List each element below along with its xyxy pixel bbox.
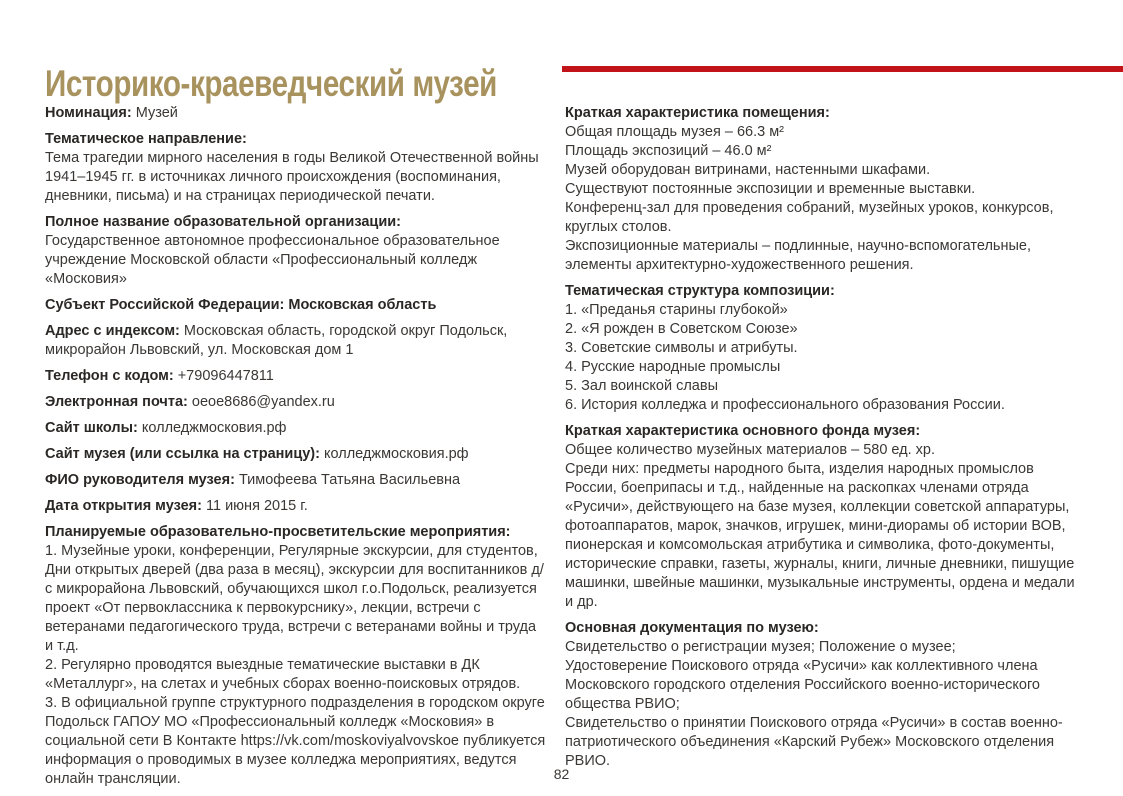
section-heading: Краткая характеристика основного фонда музея: xyxy=(565,423,921,439)
page-title: Историко-краеведческий музей xyxy=(45,62,497,104)
section-paragraph: Свидетельство о принятии Поискового отряда «Русичи» в состав военно-патриотического объединения «Карский Рубеж» Московского отделения РВИО. xyxy=(565,715,1063,769)
list-item: 1. «Преданья старины глубокой» xyxy=(565,302,788,318)
field-value: +79096447811 xyxy=(177,368,274,384)
page-number: 82 xyxy=(553,766,570,782)
header-rule xyxy=(562,66,1123,72)
section-paragraph: Тема трагедии мирного населения в годы Великой Отечественной войны 1941–1945 гг. в источниках личного происхождения (воспоминания, дневники, письма) и на страницах периодической печати. xyxy=(45,150,539,204)
list-item: 5. Зал воинской славы xyxy=(565,378,718,394)
field-value: колледжмосковия.рф xyxy=(141,420,287,436)
field-value: Московская область, городской округ Подольск, микрорайон Львовский, ул. Московская дом 1 xyxy=(45,323,508,358)
section-thematic-direction xyxy=(45,130,548,206)
section-paragraph: Музей оборудован витринами, настенными шкафами. xyxy=(565,162,931,178)
section-paragraph: Общая площадь музея – 66.3 м² xyxy=(565,124,784,140)
section-heading: Краткая характеристика помещения: xyxy=(565,105,830,121)
section-paragraph: Среди них: предметы народного быта, изделия народных промыслов России, боеприпасы и т.д., найденные на раскопках членами отряда «Русичи», действующего на базе музея, коллекции советской аппаратуры, фотоаппаратов, марок, значков, игрушек, мини-диорамы об истории ВОВ, пионерская и комсомольская атрибутика и символика, фото-документы, исторические справки, газеты, журналы, книги, личные дневники, пишущие машинки, швейные машинки, музыкальные инструменты, ордена и медали и др. xyxy=(565,461,1075,610)
field-label: Сайт школы: xyxy=(45,420,138,436)
field-label: Дата открытия музея: xyxy=(45,498,202,514)
section-paragraph: Государственное автономное профессиональное образовательное учреждение Московской области «Профессиональный колледж «Московия» xyxy=(45,233,500,287)
section-planned-events xyxy=(45,523,548,789)
field-phone xyxy=(45,367,548,386)
field-value: oeoe8686@yandex.ru xyxy=(191,394,335,410)
field-label: Номинация: xyxy=(45,105,132,121)
section-paragraph: Свидетельство о регистрации музея; Положение о музее; xyxy=(565,639,956,655)
section-paragraph: Конференц-зал для проведения собраний, музейных уроков, конкурсов, круглых столов. xyxy=(565,200,1054,235)
list-item: 2. «Я рожден в Советском Союзе» xyxy=(565,321,798,337)
section-heading: Основная документация по музею: xyxy=(565,620,819,636)
field-value: колледжмосковия.рф xyxy=(323,446,469,462)
section-paragraph: Экспозиционные материалы – подлинные, научно-вспомогательные, элементы архитектурно-художественного решения. xyxy=(565,238,1032,273)
field-region xyxy=(45,296,548,315)
field-value: Тимофеева Татьяна Васильевна xyxy=(238,472,461,488)
section-composition-structure xyxy=(565,282,1085,415)
field-school-site xyxy=(45,419,548,438)
section-paragraph: Удостоверение Поискового отряда «Русичи» как коллективного члена Московского городского отделения Российского военно-исторического общества РВИО; xyxy=(565,658,1040,712)
field-label: Электронная почта: xyxy=(45,394,188,410)
field-value: Московская область xyxy=(288,297,437,313)
section-heading: Полное название образовательной организации: xyxy=(45,214,401,230)
field-label: Телефон с кодом: xyxy=(45,368,174,384)
field-director xyxy=(45,471,548,490)
field-label: ФИО руководителя музея: xyxy=(45,472,235,488)
list-item: 3. Советские символы и атрибуты. xyxy=(565,340,798,356)
field-opening-date xyxy=(45,497,548,516)
section-paragraph: 1. Музейные уроки, конференции, Регулярные экскурсии, для студентов, Дни открытых дверей (два раза в месяц), экскурсии для воспитанников д/с микрорайона Львовский, обучающихся школ г.о.Подольск, реализуется проект «От первоклассника к первокурснику», лекции, встречи с ветеранами педагогического труда, встречи с ветеранами войны и труда и т.д. xyxy=(45,543,544,654)
field-label: Субъект Российской Федерации: xyxy=(45,297,285,313)
list-item: 4. Русские народные промыслы xyxy=(565,359,781,375)
section-documentation xyxy=(565,619,1085,771)
section-heading: Планируемые образовательно-просветительские мероприятия: xyxy=(45,524,511,540)
section-paragraph: Площадь экспозиций – 46.0 м² xyxy=(565,143,772,159)
section-paragraph: 2. Регулярно проводятся выездные тематические выставки в ДК «Металлург», на слетах и учебных сборах военно-поисковых отрядов. xyxy=(45,657,521,692)
field-nomination xyxy=(45,104,548,123)
section-paragraph: 3. В официальной группе структурного подразделения в городском округе Подольск ГАПОУ МО «Профессиональный колледж «Московия» в социальной сети В Контакте https://vk.com/moskoviyalvovskoe публикуется информация о проводимых в музее колледжа мероприятиях, ведутся онлайн трансляции. xyxy=(45,695,546,787)
field-address xyxy=(45,322,548,360)
section-organization-name xyxy=(45,213,548,289)
right-column xyxy=(565,104,1085,796)
left-column xyxy=(45,104,548,796)
section-paragraph: Общее количество музейных материалов – 580 ед. хр. xyxy=(565,442,936,458)
section-heading: Тематическая структура композиции: xyxy=(565,283,835,299)
field-label: Сайт музея (или ссылка на страницу): xyxy=(45,446,320,462)
content-columns xyxy=(45,104,1085,796)
list-item: 6. История колледжа и профессионального образования России. xyxy=(565,397,1005,413)
field-email xyxy=(45,393,548,412)
field-value: 11 июня 2015 г. xyxy=(206,498,308,514)
section-premises xyxy=(565,104,1085,275)
section-paragraph: Существуют постоянные экспозиции и временные выставки. xyxy=(565,181,976,197)
field-museum-site xyxy=(45,445,548,464)
field-value: Музей xyxy=(135,105,178,121)
section-heading: Тематическое направление: xyxy=(45,131,247,147)
section-main-fund xyxy=(565,422,1085,612)
field-label: Адрес с индексом: xyxy=(45,323,180,339)
